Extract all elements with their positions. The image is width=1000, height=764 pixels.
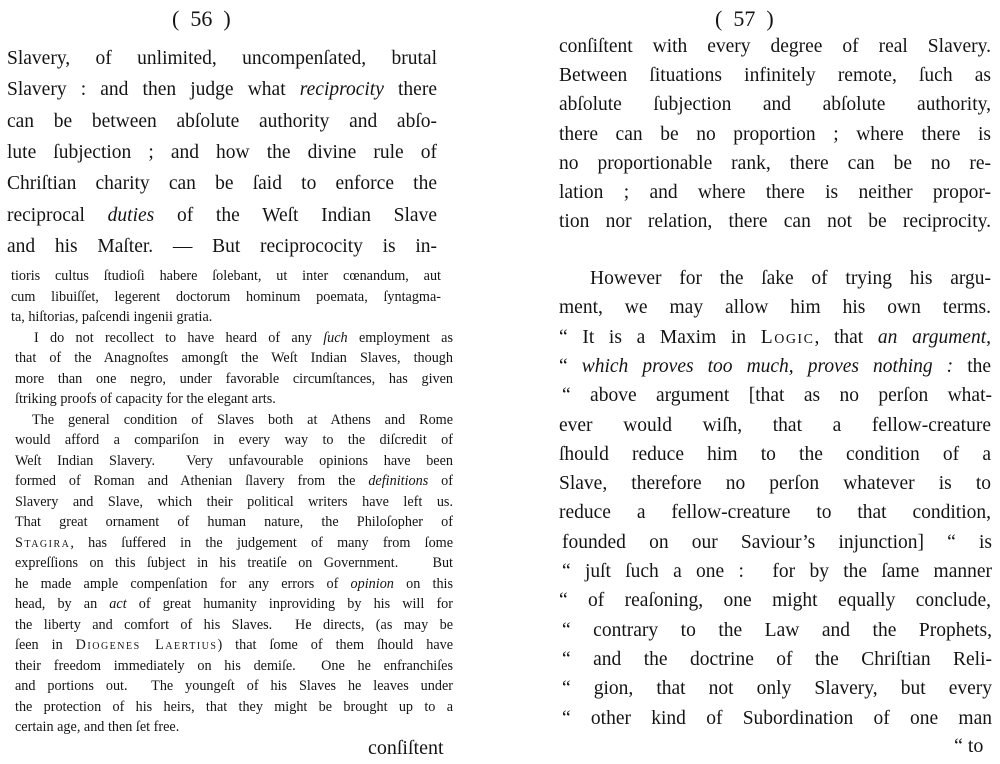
text-run: the — [953, 355, 992, 377]
text-run: conſiſtent with every degree of real Slavery. — [559, 36, 991, 57]
text-line — [7, 205, 437, 227]
small-caps-run: Logic — [760, 326, 815, 348]
text-run: That great ornament of human nature, the Philoſopher of — [15, 514, 453, 530]
text-run: ta, hiſtorias, paſcendi ingenii gratia. — [11, 309, 213, 325]
text-run: “ — [559, 355, 582, 377]
text-run: The general condition of Slaves both at Athens and Rome — [32, 411, 453, 428]
small-caps-run: Stagira — [15, 534, 71, 551]
text-run: there — [383, 79, 437, 101]
text-line — [559, 182, 991, 204]
text-run: Slavery : and then judge what — [7, 79, 300, 101]
text-line — [562, 620, 992, 642]
text-run: ſtriking proofs of capacity for the elegant arts. — [15, 391, 276, 407]
right-page — [510, 0, 1000, 764]
text-run: Slavery and Slave, which their political writers have left us. — [15, 493, 453, 510]
text-line — [559, 327, 991, 349]
text-run: reciprocal — [7, 204, 108, 226]
italic-run: definitions — [368, 473, 429, 489]
catchword: “ to — [954, 735, 984, 757]
italic-run: which proves too much, proves nothing : — [581, 355, 954, 377]
text-run: “ above argument [that as no perſon what- — [562, 385, 992, 407]
text-run: ever would wiſh, that a fellow-creature — [559, 414, 991, 436]
text-run: more than one negro, under favorable circumſtances, has given — [15, 370, 453, 387]
text-run: employment as — [347, 329, 454, 346]
italic-run: act — [109, 596, 127, 612]
text-line — [7, 173, 437, 195]
text-run: and portions out. The youngeſt of his Slaves he leaves under — [15, 678, 453, 694]
text-line — [559, 590, 991, 612]
text-run: would afford a compariſon in every way to the diſcredit of — [15, 432, 453, 448]
text-run: tioris cultus ſtudioſi habere ſolebant, ut inter cœnandum, aut — [11, 268, 441, 284]
text-run: head, by an — [15, 596, 110, 612]
text-run: Between ſituations infinitely remote, ſuch as — [559, 65, 991, 87]
footnote-line — [15, 432, 453, 449]
text-run: lation ; and where there is neither propor- — [559, 182, 991, 203]
text-run: , that — [814, 326, 878, 348]
footnote-line — [15, 473, 453, 490]
text-run: lute ſubjection ; and how the divine rule of — [7, 141, 437, 163]
footnote-line — [15, 453, 453, 470]
text-run: reduce a fellow-creature to that condition, — [559, 502, 991, 524]
footnote-line — [15, 350, 453, 367]
text-line — [559, 36, 991, 58]
text-line — [559, 65, 991, 87]
text-line — [562, 678, 992, 700]
text-run: can be between abſolute authority and abſo- — [7, 110, 437, 132]
footnote-line — [15, 658, 453, 675]
footnote-line — [15, 494, 453, 511]
footnote-line — [15, 555, 453, 572]
text-run: of the Weſt Indian Slave — [154, 204, 437, 226]
text-run: formed of Roman and Athenian ſlavery from the — [15, 473, 369, 489]
text-line — [7, 79, 437, 101]
small-caps-run: Diogenes Laertius — [75, 637, 218, 653]
italic-run: ſuch — [323, 329, 348, 346]
footnote-line — [11, 309, 441, 326]
text-run: of great humanity inproviding by his will for — [126, 596, 453, 612]
text-line — [562, 385, 992, 407]
text-run: no proportionable rank, there can be no re- — [559, 152, 991, 174]
text-line — [7, 236, 437, 258]
text-run: Weſt Indian Slavery. Very unfavourable opinions have been — [15, 452, 453, 469]
text-run: certain age, and then ſet free. — [15, 719, 180, 735]
footnote-line — [15, 678, 453, 695]
footnote-line — [15, 514, 453, 531]
footnote-line — [15, 535, 453, 552]
text-run: on this — [393, 575, 453, 592]
text-run: ) that ſome of them ſhould have — [217, 637, 454, 653]
text-run: Chriſtian charity can be ſaid to enforce the — [7, 173, 437, 195]
text-run: ſhould reduce him to the condition of a — [559, 443, 991, 465]
footnote-line — [15, 617, 453, 634]
footnote-line — [15, 719, 453, 736]
footnote-line — [15, 391, 453, 408]
text-run: “ of reaſoning, one might equally conclude, — [559, 590, 991, 612]
footnote-line — [15, 576, 453, 593]
text-run: “ other kind of Subordination of one man — [562, 707, 992, 729]
text-run: there can be no proportion ; where there is — [559, 123, 991, 145]
footnote-line — [15, 699, 453, 716]
text-line — [562, 561, 992, 583]
text-line — [562, 708, 992, 730]
page-number: ( 57 ) — [715, 6, 774, 31]
text-run: Slave, therefore no perſon whatever is to — [559, 473, 991, 495]
footnote-line — [11, 268, 441, 285]
footnote-line — [34, 330, 453, 347]
text-line — [559, 415, 991, 437]
text-line — [559, 473, 991, 495]
page-number: ( 56 ) — [172, 6, 231, 31]
text-run: the liberty and comfort of his Slaves. He directs, (as may be — [15, 616, 453, 633]
text-run: of — [428, 473, 453, 489]
italic-run: an argument, — [877, 326, 991, 348]
text-run: “ and the doctrine of the Chriſtian Reli- — [562, 648, 992, 670]
text-run: cum libuiſſet, legerent doctorum hominum poemata, ſyntagma- — [11, 288, 441, 305]
text-line — [559, 153, 991, 175]
footnote-line — [15, 637, 453, 654]
text-line — [559, 356, 991, 378]
text-run: “ contrary to the Law and the Prophets, — [562, 619, 992, 641]
text-line — [7, 48, 437, 70]
text-run: that of the Anagnoſtes amongſt the Weſt Indian Slaves, though — [15, 350, 453, 366]
footnote-line — [15, 371, 453, 388]
text-line — [559, 297, 991, 319]
text-line — [7, 111, 437, 133]
text-run: I do not recollect to have heard of any — [34, 329, 324, 346]
text-run: “ gion, that not only Slavery, but every — [562, 678, 992, 700]
text-line — [559, 124, 991, 146]
text-run: Slavery, of unlimited, uncompenſated, brutal — [7, 48, 437, 69]
text-run: and his Maſter. — But reciprococity is in- — [7, 235, 437, 257]
text-run: However for the ſake of trying his argu- — [590, 268, 991, 289]
footnote-line — [32, 412, 453, 429]
text-line — [559, 94, 991, 116]
text-run: “ juſt ſuch a one : for by the ſame manner — [562, 561, 992, 582]
text-run: “ It is a Maxim in — [559, 326, 761, 348]
text-line — [562, 649, 992, 671]
text-line — [559, 502, 991, 524]
italic-run: reciprocity — [299, 79, 384, 101]
text-line — [562, 532, 992, 554]
text-run: expreſſions on this ſubject in his treatiſe on Government. But — [15, 555, 453, 571]
text-run: , has ſuffered in the judgement of many from ſome — [70, 534, 453, 551]
text-line — [7, 142, 437, 164]
text-line — [559, 444, 991, 466]
text-run: abſolute ſubjection and abſolute authority, — [559, 94, 991, 116]
text-run: ſeen in — [15, 637, 76, 653]
text-line — [559, 211, 991, 233]
text-run: ment, we may allow him his own terms. — [559, 297, 991, 319]
footnote-line — [11, 289, 441, 306]
text-run: the protection of his heirs, that they might be brought up to a — [15, 698, 453, 715]
text-line — [590, 268, 991, 290]
text-run: their freedom immediately on his demiſe. One he enfranchiſes — [15, 657, 453, 674]
italic-run: opinion — [350, 575, 394, 592]
footnote-line — [15, 596, 453, 613]
text-run: he made ample compenſation for any errors of — [15, 575, 351, 592]
italic-run: duties — [107, 204, 155, 226]
catchword: conſiſtent — [368, 737, 444, 759]
text-run: tion nor relation, there can not be reciprocity. — [559, 211, 991, 233]
text-run: founded on our Saviour’s injunction] “ is — [562, 531, 992, 553]
